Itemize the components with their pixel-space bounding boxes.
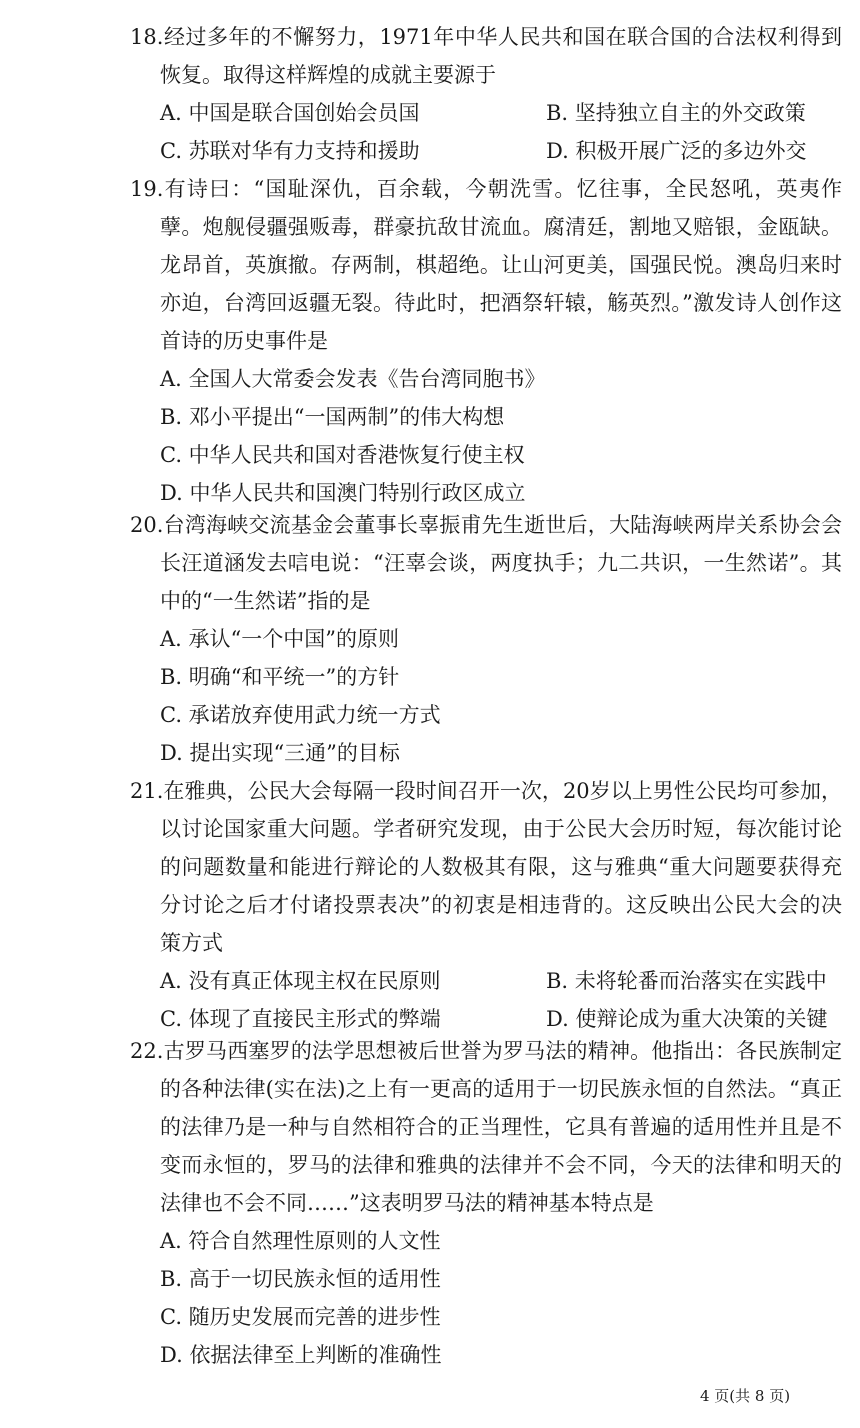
question-20 [130, 506, 842, 772]
option-c[interactable]: C. 苏联对华有力支持和援助 [160, 139, 420, 163]
question-text: 台湾海峡交流基金会董事长辜振甫先生逝世后，大陆海峡两岸关系协会会长汪道涵发去唁电说：“汪辜会谈，两度执手；九二共识，一生然诺”。其中的“一生然诺”指的是 [160, 513, 842, 613]
option-d[interactable]: D. 依据法律至上判断的准确性 [160, 1343, 442, 1367]
question-stem [130, 506, 842, 620]
question-number: 18. [130, 25, 164, 49]
page-number: 4 页(共 8 页) [700, 1387, 791, 1405]
question-number: 22. [130, 1039, 164, 1063]
option-b[interactable]: B. 邓小平提出“一国两制”的伟大构想 [160, 405, 505, 429]
options-list [130, 1222, 842, 1374]
option-d[interactable]: D. 提出实现“三通”的目标 [160, 741, 400, 765]
options-list [130, 620, 842, 772]
question-number: 19. [130, 177, 164, 201]
question-number: 20. [130, 513, 164, 537]
question-text: 有诗曰：“国耻深仇，百余载，今朝洗雪。忆往事，全民怒吼，英夷作孽。炮舰侵疆强贩毒，群豪抗敌甘流血。腐清廷，割地又赔银，金瓯缺。龙昂首，英旗撤。存两制，棋超绝。让山河更美，国强民悦。澳岛归来时亦迫，台湾回返疆无裂。待此时，把酒祭轩辕，觞英烈。”激发诗人创作这首诗的历史事件是 [160, 177, 842, 353]
option-a[interactable]: A. 没有真正体现主权在民原则 [160, 969, 441, 993]
option-c[interactable]: C. 体现了直接民主形式的弊端 [160, 1007, 441, 1031]
option-a[interactable]: A. 全国人大常委会发表《告台湾同胞书》 [160, 367, 546, 391]
option-d[interactable]: D. 积极开展广泛的多边外交 [546, 139, 807, 163]
question-text: 在雅典，公民大会每隔一段时间召开一次，20岁以上男性公民均可参加，以讨论国家重大问题。学者研究发现，由于公民大会历时短，每次能讨论的问题数量和能进行辩论的人数极其有限，这与雅典“重大问题要获得充分讨论之后才付诸投票表决”的初衷是相违背的。这反映出公民大会的决策方式 [160, 779, 842, 955]
options-grid [130, 962, 842, 1038]
option-a[interactable]: A. 符合自然理性原则的人文性 [160, 1229, 441, 1253]
question-stem [130, 170, 842, 360]
option-a[interactable]: A. 承认“一个中国”的原则 [160, 627, 399, 651]
option-d[interactable]: D. 使辩论成为重大决策的关键 [546, 1007, 828, 1031]
question-21 [130, 772, 842, 1038]
question-19 [130, 170, 842, 512]
question-text: 经过多年的不懈努力，1971年中华人民共和国在联合国的合法权利得到恢复。取得这样辉煌的成就主要源于 [160, 25, 842, 87]
option-c[interactable]: C. 随历史发展而完善的进步性 [160, 1305, 441, 1329]
option-c[interactable]: C. 承诺放弃使用武力统一方式 [160, 703, 441, 727]
option-b[interactable]: B. 未将轮番而治落实在实践中 [546, 969, 827, 993]
option-b[interactable]: B. 明确“和平统一”的方针 [160, 665, 400, 689]
question-stem [130, 772, 842, 962]
question-text: 古罗马西塞罗的法学思想被后世誉为罗马法的精神。他指出：各民族制定的各种法律(实在法)之上有一更高的适用于一切民族永恒的自然法。“真正的法律乃是一种与自然相符合的正当理性，它具有普遍的适用性并且是不变而永恒的，罗马的法律和雅典的法律并不会不同，今天的法律和明天的法律也不会不同……”这表明罗马法的精神基本特点是 [160, 1039, 842, 1215]
question-18 [130, 18, 842, 170]
option-b[interactable]: B. 坚持独立自主的外交政策 [546, 101, 806, 125]
option-a[interactable]: A. 中国是联合国创始会员国 [160, 101, 420, 125]
options-list [130, 360, 842, 512]
question-stem [130, 1032, 842, 1222]
question-number: 21. [130, 779, 164, 803]
question-stem [130, 18, 842, 94]
options-grid [130, 94, 842, 170]
option-c[interactable]: C. 中华人民共和国对香港恢复行使主权 [160, 443, 525, 467]
question-22 [130, 1032, 842, 1374]
option-b[interactable]: B. 高于一切民族永恒的适用性 [160, 1267, 441, 1291]
option-d[interactable]: D. 中华人民共和国澳门特别行政区成立 [160, 481, 526, 505]
